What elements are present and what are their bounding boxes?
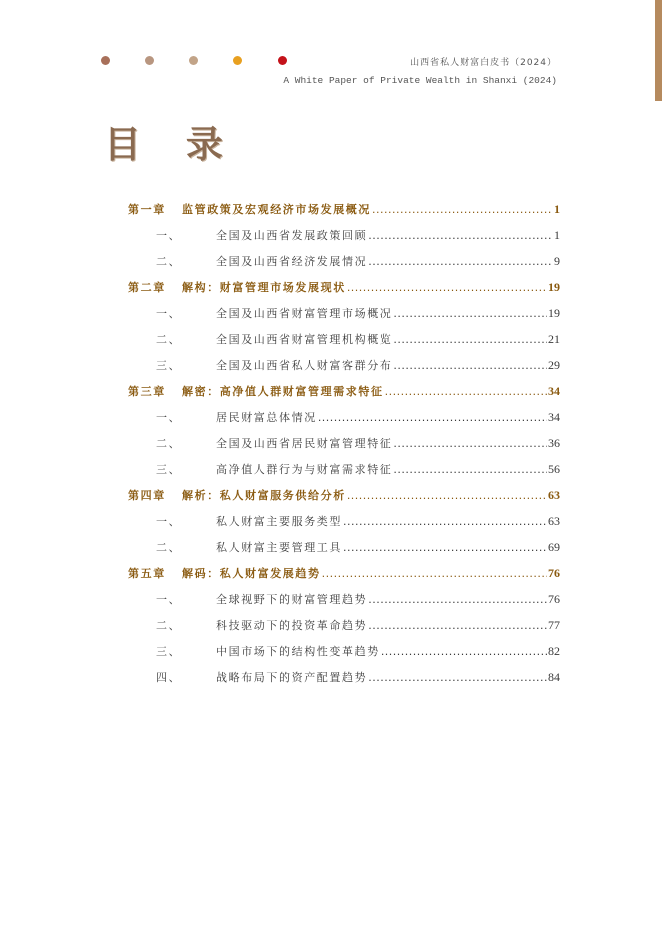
decorative-dot [189,56,198,65]
toc-entry-label: 私人财富主要管理工具 [216,541,342,554]
toc-chapter-entry[interactable] [128,482,560,508]
toc-entry-label: 全国及山西省经济发展情况 [216,255,368,268]
toc-entry-page: 63 [548,488,560,502]
edge-accent-bar [655,0,662,101]
toc-entry-number: 二、 [156,541,182,554]
toc-entry-page: 77 [548,618,560,632]
toc-entry-label: 高净值人群行为与财富需求特征 [216,463,393,476]
toc-entry-label: 全国及山西省财富管理市场概况 [216,307,393,320]
toc-entry-label: 私人财富主要服务类型 [216,515,342,528]
toc-entry-label: 全国及山西省私人财富客群分布 [216,359,393,372]
toc-entry-label: 全国及山西省发展政策回顾 [216,229,368,242]
toc-dot-leader [393,301,547,327]
toc-entry-label: 解析：私人财富服务供给分析 [182,489,346,502]
toc-entry-number: 第二章 [128,281,166,294]
toc-entry-page: 19 [548,306,560,320]
toc-entry-page: 34 [548,384,560,398]
toc-title: 目 录 [104,122,239,166]
toc-entry-page: 76 [548,566,560,580]
toc-section-entry[interactable] [128,508,560,534]
toc-entry-page: 9 [554,254,560,268]
toc-dot-leader [318,405,547,431]
decorative-dot [101,56,110,65]
toc-entry-number: 第三章 [128,385,166,398]
toc-entry-number: 二、 [156,619,182,632]
toc-section-entry[interactable] [128,664,560,690]
toc-entry-number: 三、 [156,463,182,476]
toc-dot-leader [381,639,547,665]
toc-section-entry[interactable] [128,456,560,482]
toc-dot-leader [372,197,553,223]
toc-chapter-entry[interactable] [128,378,560,404]
decorative-dot [278,56,287,65]
toc-section-entry[interactable] [128,300,560,326]
toc-chapter-entry[interactable] [128,274,560,300]
toc-entry-page: 1 [554,228,560,242]
toc-entry-page: 1 [554,202,560,216]
toc-dot-leader [322,561,547,587]
toc-section-entry[interactable] [128,430,560,456]
header-title-cn: 山西省私人财富白皮书（2024） [410,58,557,68]
toc-section-entry[interactable] [128,404,560,430]
decorative-dot [145,56,154,65]
toc-entry-label: 全国及山西省居民财富管理特征 [216,437,393,450]
toc-dot-leader [393,327,547,353]
toc-dot-leader [343,535,547,561]
toc-entry-page: 69 [548,540,560,554]
toc-section-entry[interactable] [128,534,560,560]
toc-dot-leader [393,431,547,457]
toc-entry-label: 解密：高净值人群财富管理需求特征 [182,385,384,398]
toc-entry-label: 居民财富总体情况 [216,411,317,424]
toc-entry-number: 第一章 [128,203,166,216]
toc-entry-page: 82 [548,644,560,658]
toc-entry-label: 解码：私人财富发展趋势 [182,567,321,580]
toc-entry-number: 一、 [156,411,182,424]
toc-entry-label: 战略布局下的资产配置趋势 [216,671,368,684]
toc-entry-page: 56 [548,462,560,476]
toc-dot-leader [347,483,547,509]
toc-entry-page: 63 [548,514,560,528]
toc-entry-page: 76 [548,592,560,606]
decorative-dot [233,56,242,65]
toc-section-entry[interactable] [128,586,560,612]
toc-entry-number: 一、 [156,307,182,320]
toc-chapter-entry[interactable] [128,196,560,222]
toc-entry-page: 34 [548,410,560,424]
toc-dot-leader [368,587,547,613]
toc-entry-label: 全国及山西省财富管理机构概览 [216,333,393,346]
toc-entry-number: 第五章 [128,567,166,580]
toc-entry-number: 一、 [156,515,182,528]
toc-section-entry[interactable] [128,352,560,378]
toc-entry-label: 中国市场下的结构性变革趋势 [216,645,380,658]
toc-entry-number: 第四章 [128,489,166,502]
toc-dot-leader [368,665,547,691]
toc-entry-number: 四、 [156,671,182,684]
toc-chapter-entry[interactable] [128,560,560,586]
toc-dot-leader [368,249,553,275]
toc-entry-label: 全球视野下的财富管理趋势 [216,593,368,606]
toc-dot-leader [368,613,547,639]
toc-entry-number: 二、 [156,255,182,268]
table-of-contents [128,196,560,690]
toc-entry-number: 一、 [156,593,182,606]
toc-dot-leader [385,379,547,405]
toc-entry-page: 19 [548,280,560,294]
toc-entry-number: 二、 [156,333,182,346]
header-title-en: A White Paper of Private Wealth in Shanxi (2024) [283,75,557,86]
toc-dot-leader [393,353,547,379]
toc-section-entry[interactable] [128,248,560,274]
toc-section-entry[interactable] [128,612,560,638]
toc-section-entry[interactable] [128,222,560,248]
toc-dot-leader [347,275,547,301]
toc-entry-label: 科技驱动下的投资革命趋势 [216,619,368,632]
toc-section-entry[interactable] [128,638,560,664]
toc-entry-page: 21 [548,332,560,346]
toc-entry-number: 三、 [156,645,182,658]
toc-entry-number: 一、 [156,229,182,242]
toc-dot-leader [368,223,553,249]
toc-dot-leader [393,457,547,483]
toc-entry-number: 三、 [156,359,182,372]
toc-entry-page: 36 [548,436,560,450]
toc-entry-label: 解构：财富管理市场发展现状 [182,281,346,294]
toc-dot-leader [343,509,547,535]
toc-entry-label: 监管政策及宏观经济市场发展概况 [182,203,371,216]
toc-entry-page: 29 [548,358,560,372]
toc-entry-number: 二、 [156,437,182,450]
toc-section-entry[interactable] [128,326,560,352]
toc-entry-page: 84 [548,670,560,684]
